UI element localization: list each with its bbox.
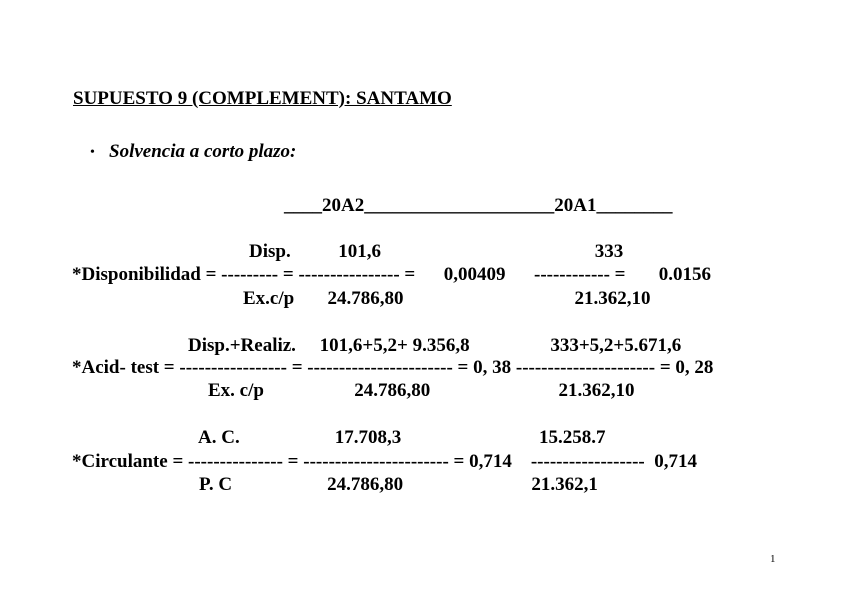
page-number: 1 (770, 553, 776, 565)
circulante-formula: *Circulante = --------------- = ----------------------- = 0,714 ------------------ 0,714 (72, 451, 697, 472)
year-header-row: ____20A2____________________20A1________ (284, 195, 673, 216)
circulante-denominators: P. C 24.786,80 21.362,1 (199, 474, 598, 495)
circulante-numerators: A. C. 17.708,3 15.258.7 (198, 427, 606, 448)
disponibilidad-formula: *Disponibilidad = --------- = ---------------- = 0,00409 ------------ = 0.0156 (72, 264, 712, 285)
section-heading: Solvencia a corto plazo: (109, 141, 297, 162)
acid-test-denominators: Ex. c/p 24.786,80 21.362,10 (208, 380, 635, 401)
page-title: SUPUESTO 9 (COMPLEMENT): SANTAMO (73, 88, 452, 109)
acid-test-numerators: Disp.+Realiz. 101,6+5,2+ 9.356,8 333+5,2+5.671,6 (188, 335, 682, 356)
acid-test-formula: *Acid- test = ----------------- = ----------------------- = 0, 38 ---------------------- = 0, 28 (72, 357, 714, 378)
disponibilidad-denominators: Ex.c/p 24.786,80 21.362,10 (243, 288, 651, 309)
bullet-icon: • (90, 145, 95, 160)
disponibilidad-numerators: Disp. 101,6 333 (249, 241, 624, 262)
